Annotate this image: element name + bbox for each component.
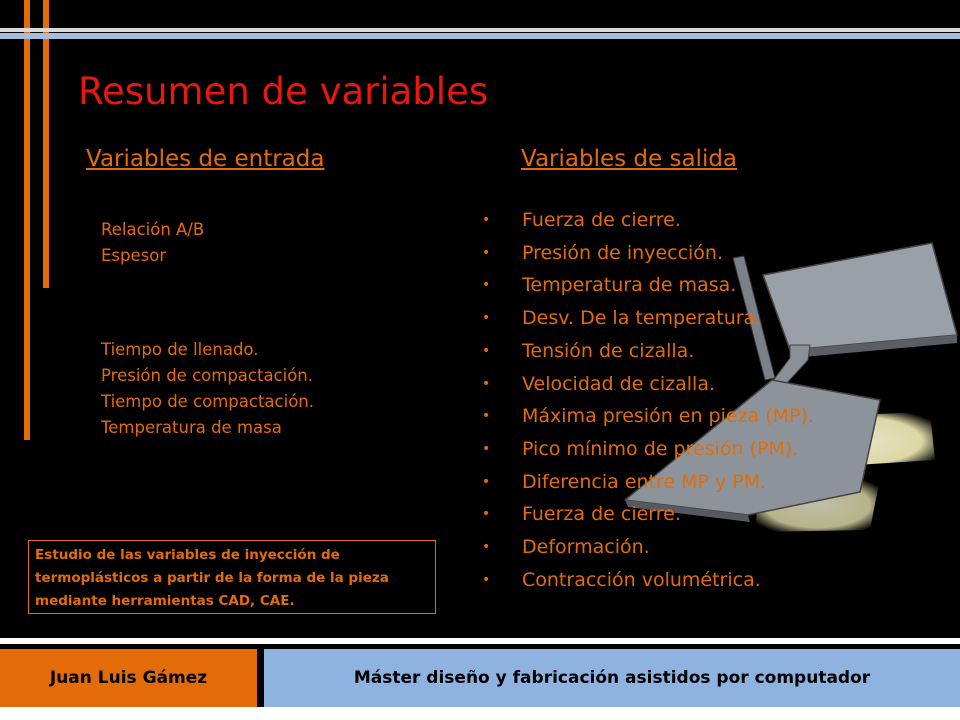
- footer-author: Juan Luis Gámez: [0, 649, 257, 707]
- bullet-icon: •: [482, 408, 491, 425]
- output-item: • Desv. De la temperatura.: [482, 302, 814, 335]
- study-note-box: Estudio de las variables de inyección de termoplásticos a partir de la forma de la pieza mediante herramientas CAD, CAE.: [28, 540, 436, 614]
- bullet-icon: •: [482, 342, 491, 359]
- inputs-heading: Variables de entrada: [86, 146, 325, 172]
- decor-line-top-blue: [0, 33, 960, 39]
- input-item: Presión de compactación.: [101, 366, 314, 385]
- bullet-icon: •: [482, 277, 491, 294]
- bullet-icon: •: [482, 473, 491, 490]
- outputs-heading: Variables de salida: [521, 146, 738, 172]
- input-item: Relación A/B: [101, 220, 205, 239]
- bullet-icon: •: [482, 212, 491, 228]
- output-item: • Pico mínimo de presión (PM).: [482, 433, 814, 466]
- output-item: • Velocidad de cizalla.: [482, 368, 814, 401]
- input-item: Tiempo de llenado.: [101, 340, 259, 359]
- footer-divider: [0, 638, 960, 644]
- output-item: • Contracción volumétrica.: [482, 564, 814, 597]
- output-item: • Fuerza de cierre.: [482, 204, 814, 237]
- output-item: • Diferencia entre MP y PM.: [482, 466, 814, 499]
- outputs-list: [482, 204, 814, 596]
- bullet-icon: •: [482, 571, 491, 588]
- slide-title: Resumen de variables: [78, 70, 489, 113]
- bullet-icon: •: [482, 506, 491, 523]
- output-item: • Tensión de cizalla.: [482, 335, 814, 368]
- input-item: Temperatura de masa: [101, 418, 282, 437]
- bullet-icon: •: [482, 375, 491, 392]
- footer-program: Máster diseño y fabricación asistidos por computador: [264, 649, 960, 707]
- decor-bar-vertical-2: [43, 0, 49, 288]
- bullet-icon: •: [482, 310, 491, 327]
- input-item: Espesor: [101, 246, 167, 265]
- output-item: • Deformación.: [482, 531, 814, 564]
- output-item: • Fuerza de cierre.: [482, 498, 814, 531]
- bullet-icon: •: [482, 244, 491, 261]
- output-item: • Temperatura de masa.: [482, 269, 814, 302]
- bullet-icon: •: [482, 440, 491, 457]
- output-item: • Máxima presión en pieza (MP).: [482, 400, 814, 433]
- inputs-group-process: [101, 337, 314, 441]
- decor-line-top-white: [0, 28, 960, 32]
- input-item: Tiempo de compactación.: [101, 392, 314, 411]
- bullet-icon: •: [482, 539, 491, 556]
- output-item: • Presión de inyección.: [482, 237, 814, 270]
- inputs-group-geometry: [101, 217, 204, 269]
- decor-bar-vertical-1: [24, 0, 30, 440]
- footer-bottom-strip: [0, 707, 960, 720]
